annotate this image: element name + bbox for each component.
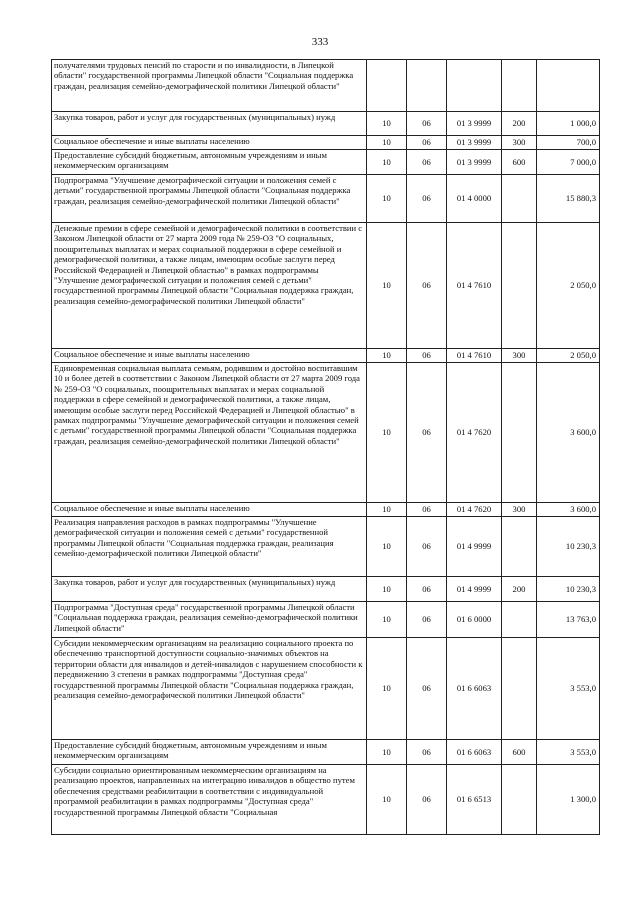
row-subsection: 06 <box>407 765 447 835</box>
row-name: Социальное обеспечение и иные выплаты населению <box>52 503 367 517</box>
row-name: Подпрограмма "Улучшение демографической ситуации и положения семей с детьми" государственной программы Липецкой области "Социальная поддержка граждан, реализация семейно-демографической политики Липецкой области" <box>52 175 367 223</box>
row-type: 200 <box>502 112 537 136</box>
row-type: 300 <box>502 136 537 150</box>
row-section: 10 <box>367 136 407 150</box>
table-row <box>52 60 600 112</box>
row-section: 10 <box>367 150 407 175</box>
table-row <box>52 602 600 638</box>
row-name: Подпрограмма "Доступная среда" государственной программы Липецкой области "Социальная поддержка граждан, реализация семейно-демографической политики Липецкой области" <box>52 602 367 638</box>
row-name: Субсидии социально ориентированным некоммерческим организациям на реализацию проектов, направленных на интеграцию инвалидов в общество путем обеспечения средствами реабилитации в соответствии с индивидуальной программой реабилитации в рамках подпрограммы "Доступная среда" государственной программы Липецкой области "Социальная <box>52 765 367 835</box>
table-row <box>52 363 600 503</box>
row-type <box>502 517 537 577</box>
row-amount: 1 300,0 <box>537 765 600 835</box>
row-amount: 10 230,3 <box>537 517 600 577</box>
row-section: 10 <box>367 517 407 577</box>
table-row <box>52 577 600 602</box>
row-target: 01 4 0000 <box>447 175 502 223</box>
row-type: 300 <box>502 349 537 363</box>
row-amount: 3 553,0 <box>537 740 600 765</box>
row-subsection <box>407 60 447 112</box>
row-type: 600 <box>502 150 537 175</box>
row-name: Социальное обеспечение и иные выплаты населению <box>52 349 367 363</box>
table-row <box>52 223 600 349</box>
table-row <box>52 112 600 136</box>
row-name: Предоставление субсидий бюджетным, автономным учреждениям и иным некоммерческим организациям <box>52 740 367 765</box>
row-type <box>502 638 537 740</box>
row-target: 01 4 7620 <box>447 503 502 517</box>
row-type <box>502 223 537 349</box>
row-target <box>447 60 502 112</box>
page-number: 333 <box>311 36 329 48</box>
row-name: Единовременная социальная выплата семьям, родившим и достойно воспитавшим 10 и более детей в соответствии с Законом Липецкой области от 27 марта 2009 года № 259-ОЗ "О социальных, поощрительных выплатах и мерах социальной поддержки в сфере семейной и демографической политики, а также лицам, имеющим особые заслуги перед Российской Федерацией и Липецкой областью" в рамках подпрограммы "Улучшение демографической ситуации и положения семей с детьми" государственной программы Липецкой области "Социальная поддержка граждан, реализация семейно-демографической политики Липецкой области" <box>52 363 367 503</box>
row-section: 10 <box>367 638 407 740</box>
row-type: 200 <box>502 577 537 602</box>
table-row <box>52 740 600 765</box>
row-section: 10 <box>367 363 407 503</box>
row-section: 10 <box>367 503 407 517</box>
row-name: Субсидии некоммерческим организациям на реализацию социального проекта по обеспечению транспортной доступности социально-значимых объектов на территории области для инвалидов и детей-инвалидов с нарушением способности к передвижению 3 степени в рамках подпрограммы "Доступная среда" государственной программы Липецкой области "Социальная поддержка граждан, реализация семейно-демографической политики Липецкой области" <box>52 638 367 740</box>
table-row <box>52 349 600 363</box>
row-subsection: 06 <box>407 175 447 223</box>
row-amount: 10 230,3 <box>537 577 600 602</box>
row-name: получателями трудовых пенсий по старости и по инвалидности, в Липецкой области" государственной программы Липецкой области "Социальная поддержка граждан, реализация семейно-демографической политики Липецкой области" <box>52 60 367 112</box>
row-type <box>502 363 537 503</box>
row-type: 600 <box>502 740 537 765</box>
row-target: 01 6 6513 <box>447 765 502 835</box>
table-row <box>52 638 600 740</box>
row-subsection: 06 <box>407 112 447 136</box>
row-amount: 700,0 <box>537 136 600 150</box>
row-amount: 2 050,0 <box>537 349 600 363</box>
row-type <box>502 175 537 223</box>
row-amount: 3 600,0 <box>537 363 600 503</box>
row-section: 10 <box>367 765 407 835</box>
row-section: 10 <box>367 175 407 223</box>
table-row <box>52 765 600 835</box>
table-row <box>52 517 600 577</box>
row-subsection: 06 <box>407 517 447 577</box>
row-target: 01 4 7610 <box>447 223 502 349</box>
row-name: Закупка товаров, работ и услуг для государственных (муниципальных) нужд <box>52 577 367 602</box>
row-section: 10 <box>367 112 407 136</box>
row-name: Закупка товаров, работ и услуг для государственных (муниципальных) нужд <box>52 112 367 136</box>
row-amount: 2 050,0 <box>537 223 600 349</box>
row-section: 10 <box>367 223 407 349</box>
row-subsection: 06 <box>407 503 447 517</box>
table-row <box>52 175 600 223</box>
row-name: Предоставление субсидий бюджетным, автономным учреждениям и иным некоммерческим организациям <box>52 150 367 175</box>
row-amount: 3 553,0 <box>537 638 600 740</box>
row-amount <box>537 60 600 112</box>
row-section <box>367 60 407 112</box>
row-type: 300 <box>502 503 537 517</box>
row-target: 01 3 9999 <box>447 112 502 136</box>
row-type <box>502 602 537 638</box>
table-row <box>52 503 600 517</box>
row-subsection: 06 <box>407 223 447 349</box>
row-subsection: 06 <box>407 150 447 175</box>
row-subsection: 06 <box>407 136 447 150</box>
row-subsection: 06 <box>407 349 447 363</box>
row-amount: 1 000,0 <box>537 112 600 136</box>
row-target: 01 6 6063 <box>447 638 502 740</box>
row-target: 01 6 6063 <box>447 740 502 765</box>
row-subsection: 06 <box>407 363 447 503</box>
row-name: Реализация направления расходов в рамках подпрограммы "Улучшение демографической ситуации и положения семей с детьми" государственной программы Липецкой области "Социальная поддержка граждан, реализация семейно-демографической политики Липецкой области" <box>52 517 367 577</box>
row-target: 01 3 9999 <box>447 136 502 150</box>
row-section: 10 <box>367 740 407 765</box>
row-subsection: 06 <box>407 602 447 638</box>
table-row <box>52 150 600 175</box>
row-amount: 13 763,0 <box>537 602 600 638</box>
row-type <box>502 60 537 112</box>
row-subsection: 06 <box>407 577 447 602</box>
row-target: 01 6 0000 <box>447 602 502 638</box>
row-subsection: 06 <box>407 638 447 740</box>
row-amount: 15 880,3 <box>537 175 600 223</box>
row-section: 10 <box>367 577 407 602</box>
row-type <box>502 765 537 835</box>
row-amount: 3 600,0 <box>537 503 600 517</box>
row-section: 10 <box>367 602 407 638</box>
row-target: 01 4 9999 <box>447 577 502 602</box>
row-target: 01 3 9999 <box>447 150 502 175</box>
table-row <box>52 136 600 150</box>
row-amount: 7 000,0 <box>537 150 600 175</box>
row-name: Денежные премии в сфере семейной и демографической политики в соответствии с Законом Липецкой области от 27 марта 2009 года № 259-ОЗ "О социальных, поощрительных выплатах и мерах социальной поддержки в сфере семейной и демографической политики, а также лицам, имеющим особые заслуги перед Российской Федерацией и Липецкой областью" в рамках подпрограммы "Улучшение демографической ситуации и положения семей с детьми" государственной программы Липецкой области "Социальная поддержка граждан, реализация семейно-демографической политики Липецкой области" <box>52 223 367 349</box>
budget-table <box>51 59 600 835</box>
row-section: 10 <box>367 349 407 363</box>
row-subsection: 06 <box>407 740 447 765</box>
row-target: 01 4 7620 <box>447 363 502 503</box>
row-target: 01 4 7610 <box>447 349 502 363</box>
row-target: 01 4 9999 <box>447 517 502 577</box>
row-name: Социальное обеспечение и иные выплаты населению <box>52 136 367 150</box>
